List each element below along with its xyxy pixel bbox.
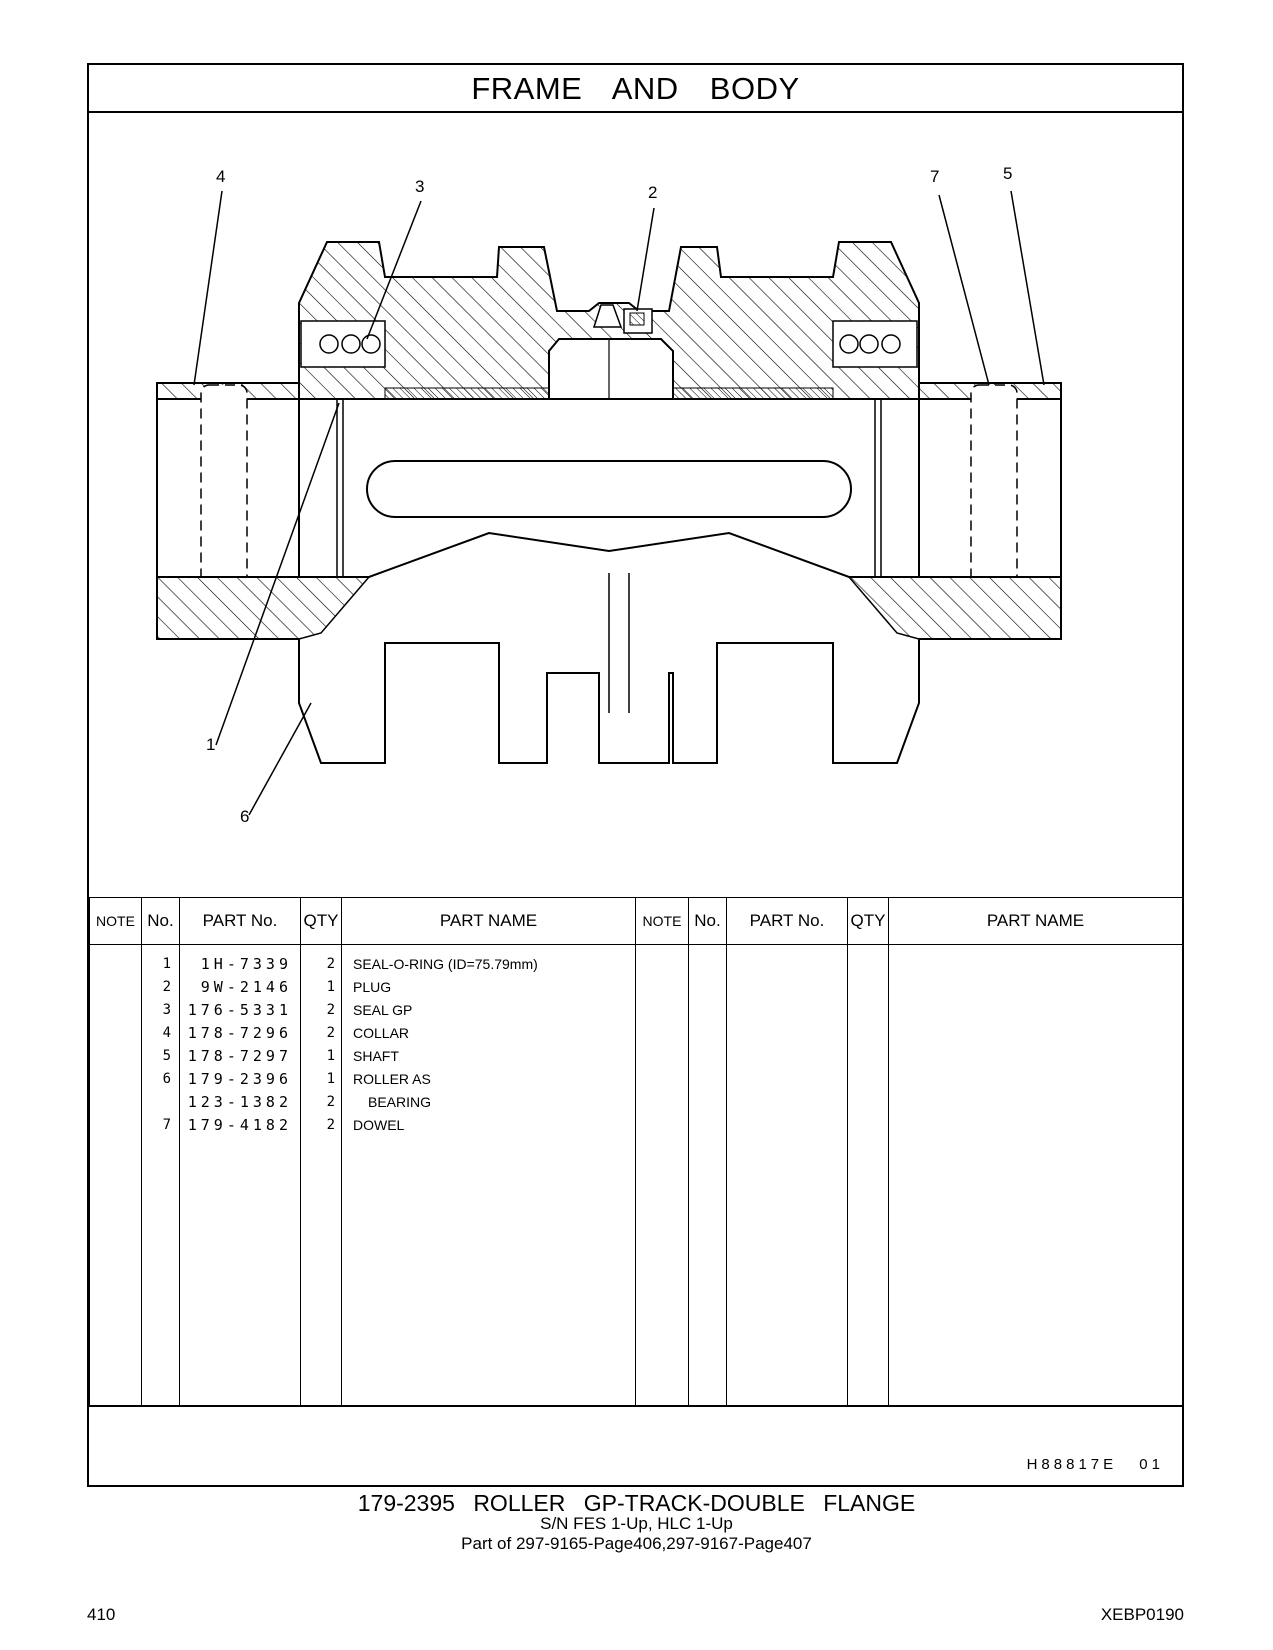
- col-part-no-2: [727, 945, 848, 1407]
- callout-1: 1: [206, 735, 216, 754]
- part-name: SEAL GP: [353, 1002, 413, 1018]
- header-note-2: NOTE: [636, 898, 689, 945]
- col-note-2: [636, 945, 689, 1407]
- part-name: DOWEL: [353, 1117, 405, 1133]
- col-no-2: [689, 945, 727, 1407]
- section-title: FRAME AND BODY: [89, 65, 1182, 113]
- part-name: SHAFT: [353, 1048, 399, 1064]
- header-note: NOTE: [90, 898, 142, 945]
- header-qty: QTY: [301, 898, 342, 945]
- illustration-code: H88817E 01: [1026, 1456, 1164, 1473]
- part-number: 9W-2146: [200, 978, 292, 996]
- quantity: 2: [326, 1002, 335, 1018]
- col-qty-2: [848, 945, 889, 1407]
- roller-cross-section-drawing: [89, 113, 1182, 897]
- col-part-no: [180, 945, 301, 1407]
- quantity: 1: [326, 1071, 335, 1087]
- item-no: 7: [162, 1117, 171, 1133]
- header-part-no: PART No.: [180, 898, 301, 945]
- callout-7: 7: [930, 167, 940, 186]
- part-name: PLUG: [353, 979, 392, 995]
- part-name: ROLLER AS: [353, 1071, 431, 1087]
- part-number: 179-4182: [187, 1116, 292, 1134]
- parts-table: [89, 897, 1183, 1407]
- header-no-2: No.: [689, 898, 727, 945]
- quantity: 2: [326, 1117, 335, 1133]
- part-number: 1H-7339: [200, 955, 292, 973]
- callout-4: 4: [216, 167, 226, 186]
- part-number: 176-5331: [187, 1001, 292, 1019]
- col-part-name-2: [889, 945, 1183, 1407]
- part-number: 178-7296: [187, 1024, 292, 1042]
- callout-3: 3: [415, 177, 425, 196]
- item-no: 4: [162, 1025, 171, 1041]
- item-no: 1: [162, 956, 171, 972]
- col-no: [142, 945, 180, 1407]
- part-number: 178-7297: [187, 1047, 292, 1065]
- document-code: XEBP0190: [1100, 1605, 1184, 1624]
- part-name: COLLAR: [353, 1025, 410, 1041]
- quantity: 1: [326, 979, 335, 995]
- item-no: 2: [162, 979, 171, 995]
- header-part-name: PART NAME: [342, 898, 636, 945]
- hub-center: [549, 339, 673, 399]
- table-header-row: [90, 898, 1183, 945]
- callout-5: 5: [1003, 164, 1013, 183]
- caption-title: 179-2395 ROLLER GP-TRACK-DOUBLE FLANGE: [357, 1490, 916, 1516]
- header-part-no-2: PART No.: [727, 898, 848, 945]
- col-qty: [301, 945, 342, 1407]
- callout-2: 2: [648, 183, 658, 202]
- part-name: SEAL-O-RING (ID=75.79mm): [353, 956, 538, 972]
- item-no: 3: [162, 1002, 171, 1018]
- quantity: 2: [326, 1094, 335, 1110]
- quantity: 1: [326, 1048, 335, 1064]
- part-name: BEARING: [368, 1094, 432, 1110]
- col-part-name: [342, 945, 636, 1407]
- header-qty-2: QTY: [848, 898, 889, 945]
- header-no: No.: [142, 898, 180, 945]
- callout-6: 6: [240, 807, 250, 826]
- header-part-name-2: PART NAME: [889, 898, 1183, 945]
- caption-serial: S/N FES 1-Up, HLC 1-Up: [540, 1514, 733, 1533]
- quantity: 2: [326, 1025, 335, 1041]
- roller-diagram: [89, 113, 1182, 897]
- page-number: 410: [87, 1605, 116, 1624]
- item-no: 5: [162, 1048, 171, 1064]
- caption-part-of: Part of 297-9165-Page406,297-9167-Page407: [461, 1534, 812, 1553]
- quantity: 2: [326, 956, 335, 972]
- table-body-row: [90, 945, 1183, 1407]
- item-no: 6: [162, 1071, 171, 1087]
- item-no: [142, 1091, 179, 1114]
- catalog-frame: [87, 63, 1184, 1487]
- col-note: [90, 945, 142, 1407]
- part-number: 179-2396: [187, 1070, 292, 1088]
- part-number: 123-1382: [187, 1093, 292, 1111]
